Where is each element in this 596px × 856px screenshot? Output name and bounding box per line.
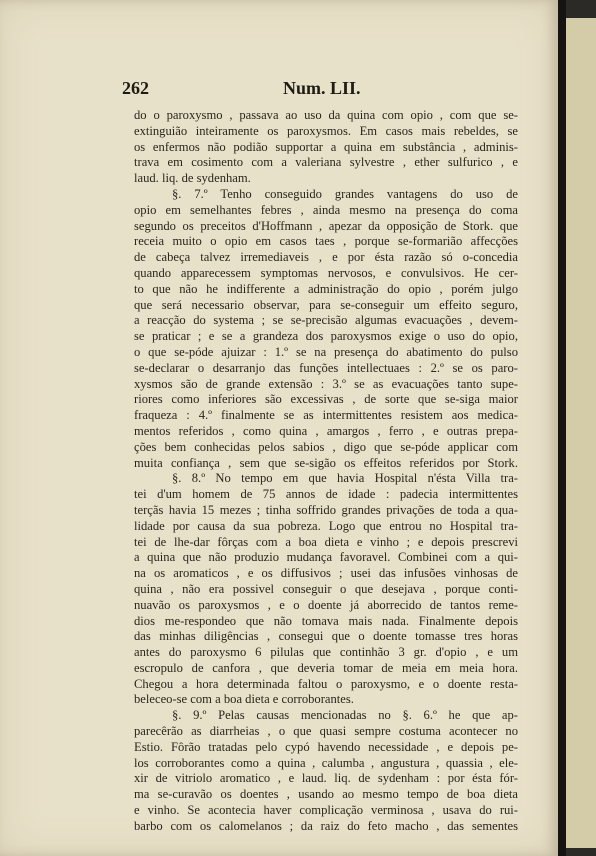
text-line: e vinho. Se acontecia haver complicação verminosa , usava do rui- [134, 803, 518, 818]
text-line: riores como inferiores são excessivas , de sorte que se-siga maior [134, 392, 518, 407]
text-line: nuavão os paroxysmos , e o doente já aborrecido de tantos reme- [134, 597, 518, 612]
text-line: xysmos são de grande extensão : 3.º se as evacuações tanto supe- [134, 376, 518, 391]
text-line: quando apparecessem symptomas nervosos, e convulsivos. He cer- [134, 265, 518, 280]
text-line: do o paroxysmo , passava ao uso da quina com opio , com que se- [134, 108, 518, 122]
text-line: parecêrão as diarrheias , o que quasi sempre costuma acontecer no [134, 724, 518, 739]
text-line: ma se-curavão os doentes , usando ao mesmo tempo de boa dieta [134, 787, 518, 802]
text-line: se praticar ; e se a grandeza dos paroxysmos exige o uso do opio, [134, 329, 518, 344]
text-line: Chegou a hora determinada faltou o paroxysmo, e o doente resta- [134, 676, 518, 691]
text-line: dios me-respondeo que não tomava mais nada. Finalmente depois [134, 613, 518, 628]
text-line: §. 8.º No tempo em que havia Hospital n'ésta Villa tra- [172, 471, 518, 486]
text-line: a quina que não produzio mudança favoravel. Combinei com a qui- [134, 550, 518, 565]
text-line: extinguião inteiramente os paroxysmos. Em casos mais rebeldes, se [134, 123, 518, 138]
text-line: terçãs havia 15 mezes ; tinha soffrido grandes privações de toda a qua- [134, 502, 518, 517]
text-line: muita confiança , sem que se-sigão os effeitos referidos por Stork. [134, 455, 518, 470]
text-line: na os aromaticos , e os diffusivos ; usei das infusões vinhosas de [134, 566, 518, 581]
text-line: ções bem conhecidas pelos sabios , digo que se-póde applicar com [134, 439, 518, 454]
text-line: trava em cosimento com a valeriana sylvestre , ether sulfurico , e [134, 155, 518, 170]
text-line: tei de lhe-dar fôrças com a boa dieta e vinho ; e depois prescrevi [134, 534, 518, 549]
text-line: quina , não era possivel conseguir o que desejava , porque conti- [134, 581, 518, 596]
text-line: os enfermos não podião supportar a quina em substância , adminis- [134, 139, 518, 154]
text-line: que será necessario observar, para se-conseguir um effeito seguro, [134, 297, 518, 312]
text-line: fraqueza : 4.º finalmente se as intermittentes resistem aos medica- [134, 408, 518, 423]
body-text [134, 108, 518, 835]
text-line: a reacção do systema ; se se-precisão algumas evacuações , devem- [134, 313, 518, 328]
book-gutter [558, 0, 566, 856]
text-line: xir de vitriolo aromatico , e laud. liq. de sydenham : por ésta fór- [134, 771, 518, 786]
text-line: barbo com os calomelanos ; da raiz do feto macho , das sementes [134, 818, 518, 833]
text-line: Estio. Fôrão tratadas pelo cypó havendo necessidade , e depois pe- [134, 739, 518, 754]
text-line: segundo os preceitos d'Hoffmann , apezar da opposição de Stork. que [134, 218, 518, 233]
text-line: escropulo de canfora , que deveria tomar de meia em meia hora. [134, 660, 518, 675]
text-line: receia muito o opio em casos taes , porque se-formarião affecções [134, 234, 518, 249]
text-line: das minhas diligências , consegui que o doente tomasse tres horas [134, 629, 518, 644]
page-number: 262 [122, 78, 149, 98]
page-header [122, 78, 478, 102]
text-line: beleceo-se com a boa dieta e corroborantes. [134, 692, 354, 707]
text-line: se-declarar o desarranjo das funções intellectuaes : 2.º se os paro- [134, 360, 518, 375]
facing-page-edge [566, 18, 596, 848]
text-line: los corroborantes como a quina , calumba , angustura , quassia , ele- [134, 755, 518, 770]
text-line: de cabeça talvez irremediaveis , e por ésta razão só o-concedia [134, 250, 518, 265]
text-line: tei d'um homem de 75 annos de idade : padecia intermittentes [134, 487, 518, 502]
text-line: antes do paroxysmo 6 pilulas que continhão 3 gr. d'opio , e um [134, 645, 518, 660]
text-line: mentos referidos , como quina , amargos , ferro , e outras prepa- [134, 423, 518, 438]
text-line: laud. liq. de sydenham. [134, 171, 251, 186]
text-line: o que se-póde ajuizar : 1.º se na presença do abatimento do pulso [134, 344, 518, 359]
text-line: §. 7.º Tenho conseguido grandes vantagens do uso de [172, 186, 518, 201]
text-line: to que não he indifferente a administração do opio , porém julgo [134, 281, 518, 296]
text-line: lidade por causa da sua pobreza. Logo que entrou no Hospital tra- [134, 518, 518, 533]
running-head: Num. LII. [283, 78, 361, 98]
text-line: opio em semelhantes febres , ainda mesmo na presença do coma [134, 202, 518, 217]
text-line: §. 9.º Pelas causas mencionadas no §. 6.º he que ap- [172, 708, 518, 723]
